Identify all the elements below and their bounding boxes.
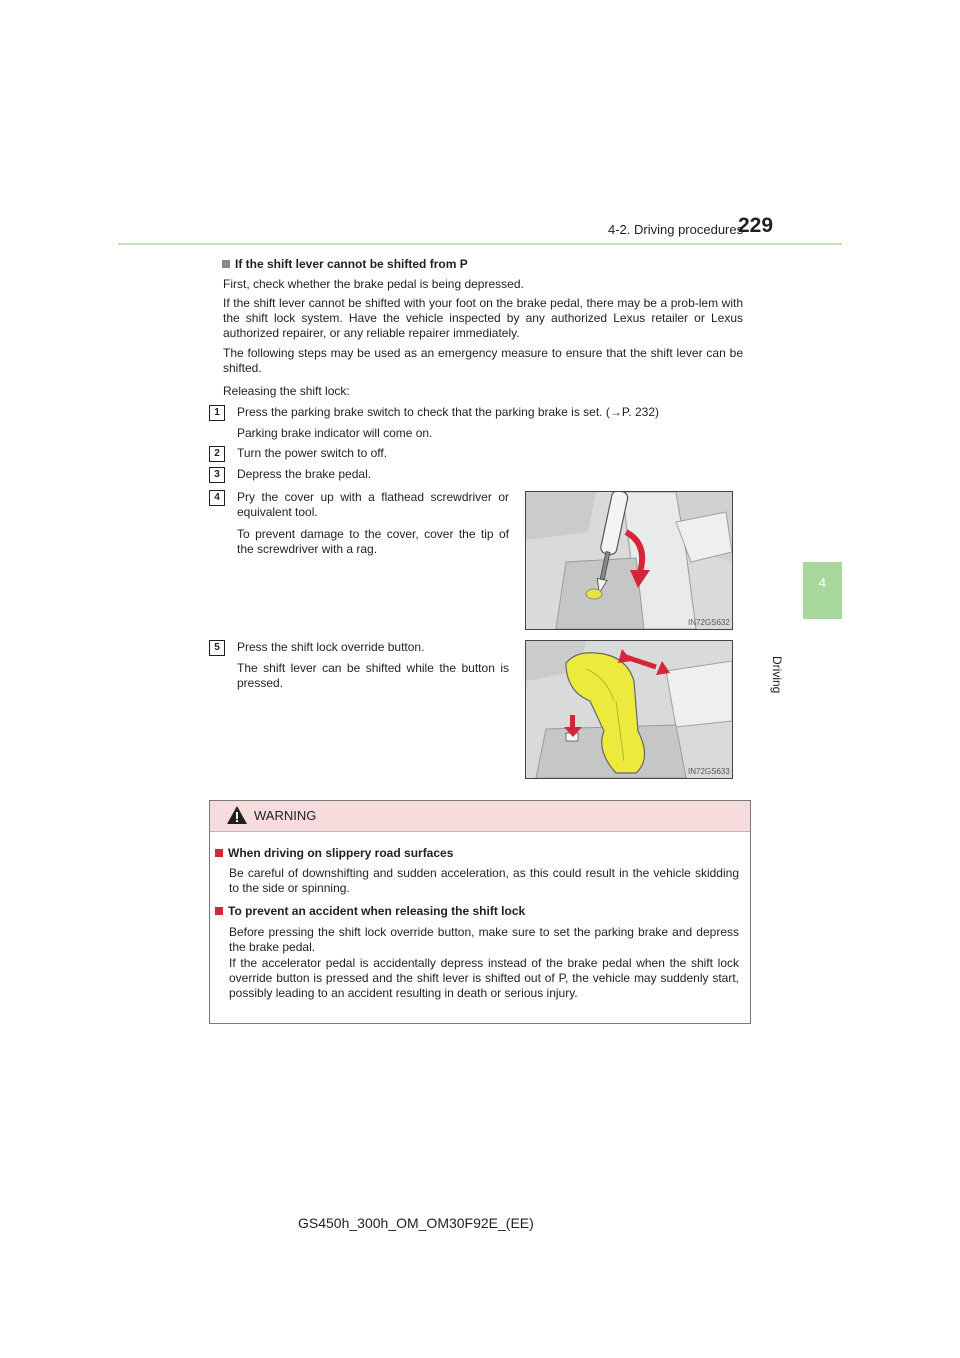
square-bullet-icon [222, 260, 230, 268]
step-text: Depress the brake pedal. [237, 467, 372, 481]
warning-item-heading: To prevent an accident when releasing the shift lock [215, 904, 525, 919]
warning-item-text: Before pressing the shift lock override button, make sure to set the parking brake and depress the brake pedal. [229, 925, 739, 954]
step-text: Press the parking brake switch to check that the parking brake is set. (→P. 232) [237, 405, 659, 419]
intro-heading: If the shift lever cannot be shifted from P [222, 257, 468, 272]
warning-item-text: If the accelerator pedal is accidentally depress instead of the brake pedal when the shift lock override button is pressed and the shift lever is shifted out of P, the vehicle may suddenly start, possibly leading to an accident resulting in death or serious injury. [229, 956, 739, 1000]
step-number: 3 [209, 467, 225, 483]
illustration-pry-cover-art [526, 492, 732, 629]
header-rule [118, 243, 842, 245]
step-note: The shift lever can be shifted while the button is pressed. [237, 661, 509, 690]
square-bullet-icon [215, 849, 223, 857]
chapter-number: 4 [818, 575, 827, 590]
warning-item-text: Be careful of downshifting and sudden acceleration, as this could result in the vehicle skidding to the side or spinning. [229, 866, 739, 895]
illustration-override-button [525, 640, 733, 779]
warning-label: WARNING [254, 808, 317, 823]
step-number: 2 [209, 446, 225, 462]
image-code: IN72GS633 [688, 767, 730, 776]
document-code: GS450h_300h_OM_OM30F92E_(EE) [298, 1215, 534, 1231]
step-text: Press the shift lock override button. [237, 640, 425, 654]
illustration-override-button-art [526, 641, 732, 778]
step-number: 4 [209, 490, 225, 506]
intro-paragraph: If the shift lever cannot be shifted with your foot on the brake pedal, there may be a prob-lem with the shift lock system. Have the vehicle inspected by any authorized Lexus retailer or Lexus authorized repairer, or any reliable repairer immediately. [223, 296, 743, 340]
step-note: To prevent damage to the cover, cover the tip of the screwdriver with a rag. [237, 527, 509, 556]
page-number: 229 [738, 214, 774, 237]
chapter-label: Driving [770, 656, 784, 694]
warning-icon [226, 805, 248, 825]
step-text: Turn the power switch to off. [237, 446, 388, 460]
illustration-pry-cover [525, 491, 733, 630]
warning-item-heading: When driving on slippery road surfaces [215, 846, 453, 861]
intro-paragraph: Releasing the shift lock: [223, 384, 350, 398]
section-title: 4-2. Driving procedures [608, 222, 744, 237]
intro-paragraph: The following steps may be used as an emergency measure to ensure that the shift lever can be shifted. [223, 346, 743, 375]
chapter-tab[interactable] [803, 562, 842, 619]
step-text: Pry the cover up with a flathead screwdriver or equivalent tool. [237, 490, 509, 519]
step-number: 5 [209, 640, 225, 656]
intro-paragraph: First, check whether the brake pedal is being depressed. [223, 277, 524, 291]
image-code: IN72GS632 [688, 618, 730, 627]
step-note: Parking brake indicator will come on. [237, 426, 433, 440]
step-number: 1 [209, 405, 225, 421]
square-bullet-icon [215, 907, 223, 915]
